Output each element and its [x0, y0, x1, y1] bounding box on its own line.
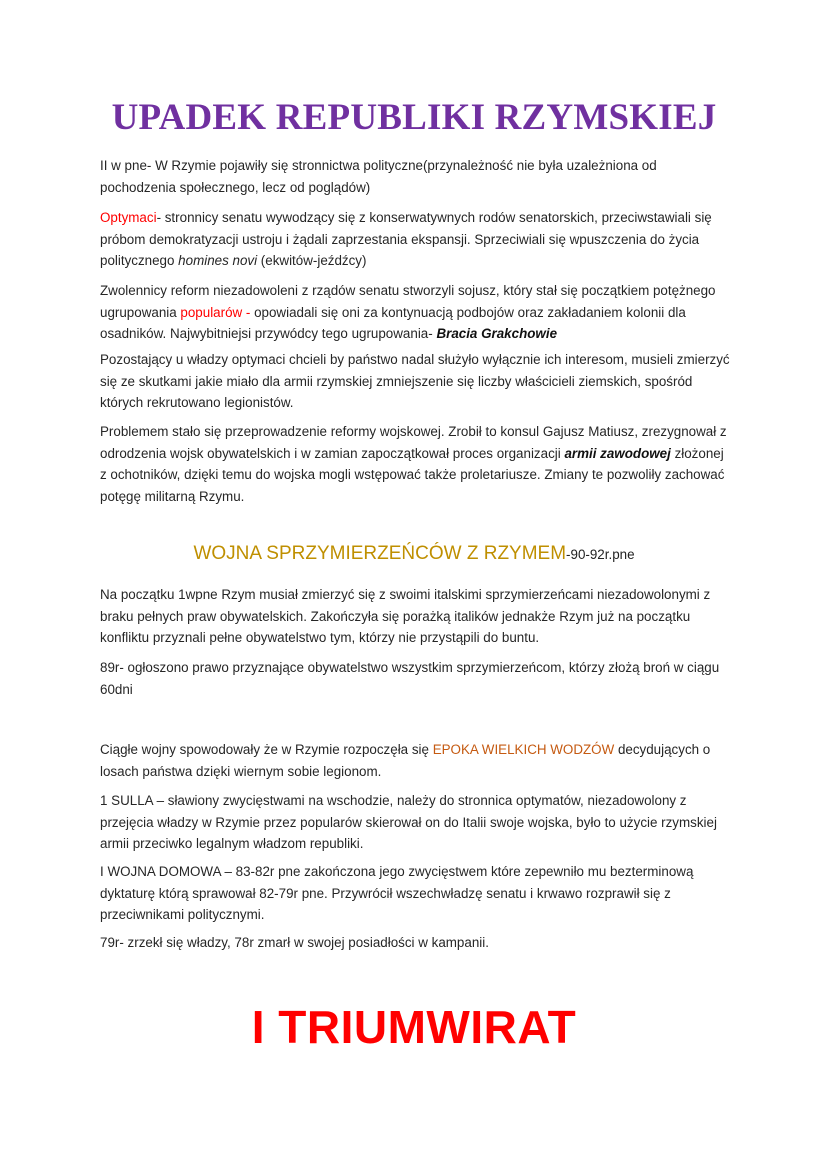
paragraph-optimates-end: (ekwitów-jeźdźcy) — [257, 253, 367, 268]
term-great-commanders: EPOKA WIELKICH WODZÓW — [432, 742, 615, 757]
paragraph-sulla-death: 79r- zrzekł się władzy, 78r zmarł w swojej posiadłości w kampanii. — [100, 935, 489, 950]
paragraph-optimates-text: - stronnicy senatu wywodzący się z konserwatywnych rodów senatorskich, przeciwstawiali się próbom demokratyzacji ustroju i żądali zaprzestania ekspansji. Sprzeciwiali się wpuszczenia do życia politycznego — [100, 210, 712, 268]
paragraph-populares-text1: Zwolennicy reform niezadowoleni z rządów senatu stworzyli sojusz, który stał się początkiem potężnego ugrupowania — [100, 283, 716, 320]
paragraph-great-commanders — [100, 739, 730, 782]
term-optimates: Optymaci — [100, 210, 157, 225]
paragraph-optimates — [100, 207, 730, 272]
paragraph-populares — [100, 280, 730, 345]
paragraph-great-commanders-text2: decydujących o losach państwa dzięki wiernym sobie legionom. — [100, 742, 711, 779]
term-populares: popularów - — [180, 304, 251, 320]
paragraph-factions: II w pne- W Rzymie pojawiły się stronnictwa polityczne(przynależność nie była uzależniona od pochodzenia społecznego, lecz od poglądów) — [100, 158, 657, 195]
paragraph-civil-war: I WOJNA DOMOWA – 83-82r pne zakończona jego zwycięstwem które zepewniło mu bezterminową dyktaturę którą sprawował 82-79r pne. Przywrócił wszechwładzę senatu i krwawo rozprawił się z przeciwnikami politycznymi. — [100, 864, 694, 922]
paragraph-social-war: Na początku 1wpne Rzym musiał zmierzyć się z swoimi italskimi sprzymierzeńcami niezadowolonymi z braku pełnych praw obywatelskich. Zakończyła się porażką italików jednakże Rzym już na początku konfliktu przyznali pełne obywatelstwo tym, którzy nie przystąpili do buntu. — [100, 587, 711, 645]
paragraph-great-commanders-text1: Ciągłe wojny spowodowały że w Rzymie rozpoczęła się — [100, 742, 433, 757]
paragraph-citizenship-law: 89r- ogłoszono prawo przyznające obywatelstwo wszystkim sprzymierzeńcom, którzy złożą broń w ciągu 60dni — [100, 660, 720, 697]
page-title: UPADEK REPUBLIKI RZYMSKIEJ — [111, 97, 717, 138]
term-professional-army: armii zawodowej — [564, 445, 671, 461]
section-heading-social-war — [0, 543, 828, 565]
heading-first-triumvirate: I TRIUMWIRAT — [251, 1001, 577, 1053]
section-heading-main: WOJNA SPRZYMIERZEŃCÓW Z RZYMEM — [193, 543, 567, 564]
paragraph-populares-text2: opowiadali się oni za kontynuacją podbojów oraz zakładaniem kolonii dla osadników. Najwybitniejsi przywódcy tego ugrupowania- — [100, 304, 686, 341]
paragraph-sulla: 1 SULLA – sławiony zwycięstwami na wschodzie, należy do stronnica optymatów, niezadowolony z przejęcia władzy w Rzymie przez popularów skierował on do Italii swoje wojska, było to użycie rzymskiej armii przeciwko legalnym władzom republiki. — [100, 793, 717, 851]
paragraph-army-reform-text2: złożonej z ochotników, dzięki temu do wojska mogli wstępować także proletariusze. Zmiany te pozwoliły zachować potęgę militarną Rzymu. — [100, 445, 725, 504]
term-gracchi: Bracia Grakchowie — [436, 326, 558, 341]
paragraph-army-reform — [100, 421, 730, 507]
paragraph-optimates-power: Pozostający u władzy optymaci chcieli by państwo nadal służyło wyłącznie ich interesom, musieli zmierzyć się ze skutkami jakie miało dla armii rzymskiej zmniejszenie się liczby właścicieli ziemskich, spośród których rekrutowano legionistów. — [100, 352, 730, 410]
section-heading-dates: -90-92r.pne — [566, 547, 635, 562]
term-homines-novi: homines novi — [178, 253, 258, 268]
paragraph-army-reform-text1: Problemem stało się przeprowadzenie reformy wojskowej. Zrobił to konsul Gajusz Matiusz, zrezygnował z odrodzenia wojsk obywatelskich i w zamian zapoczątkował proces organizacji — [100, 424, 727, 461]
